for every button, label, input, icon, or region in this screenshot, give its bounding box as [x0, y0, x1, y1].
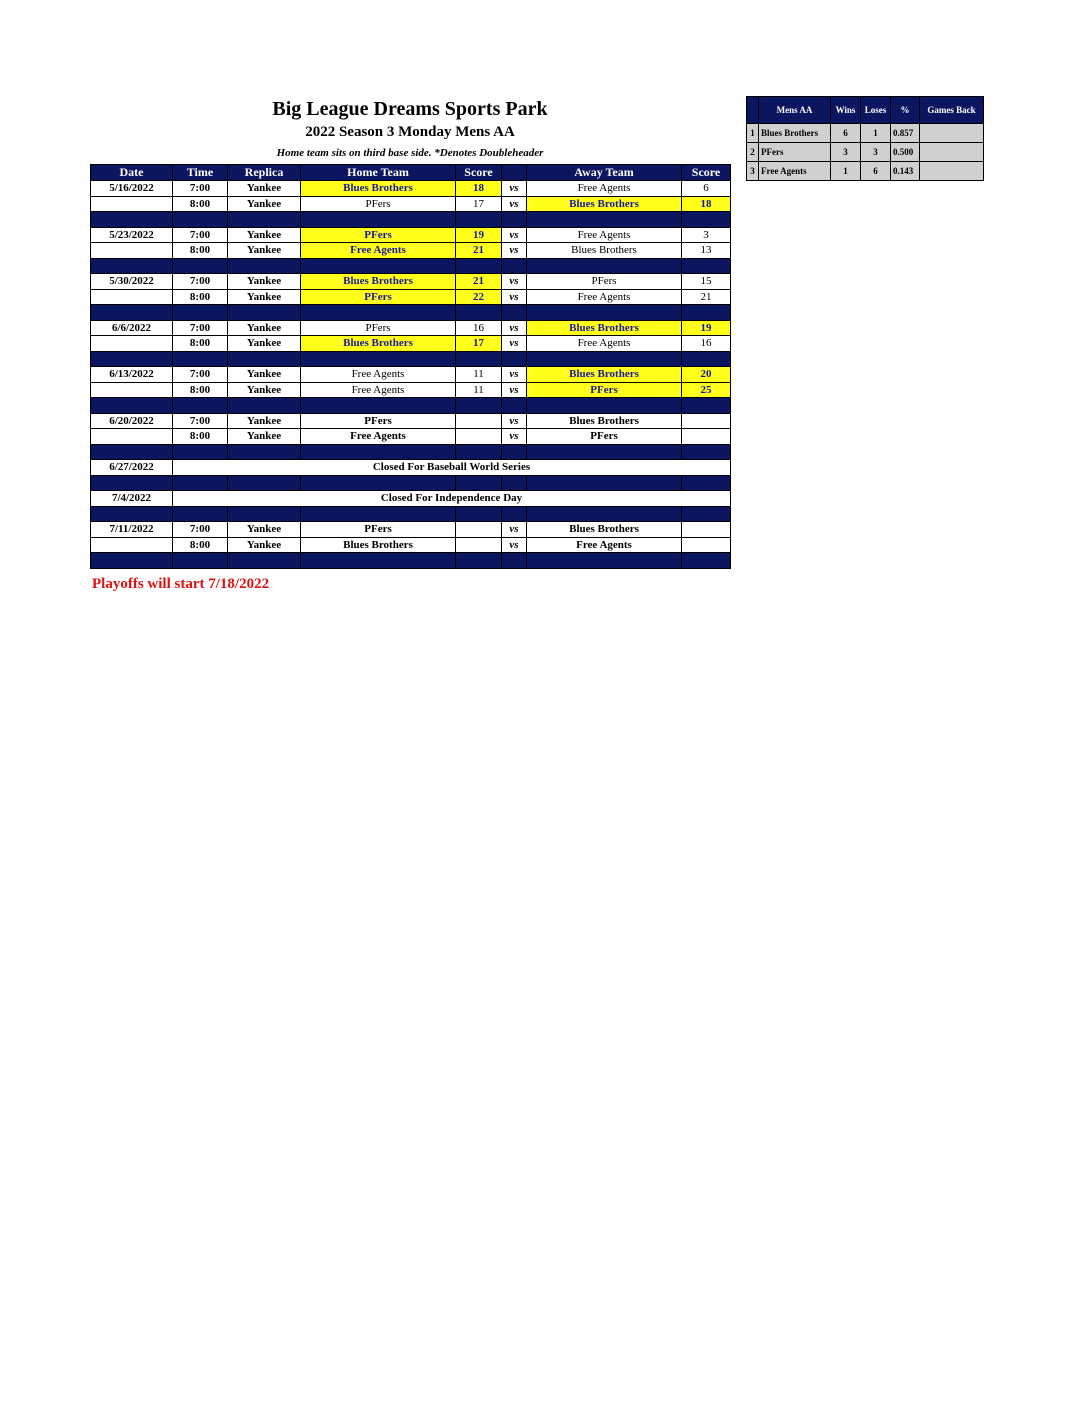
separator-cell	[228, 553, 301, 569]
col-vs	[502, 165, 527, 181]
home-team: PFers	[301, 289, 456, 305]
away-team: Free Agents	[527, 537, 682, 553]
col-away-team: Away Team	[527, 165, 682, 181]
game-row	[91, 413, 731, 429]
separator-cell	[173, 351, 228, 367]
game-date: 6/13/2022	[91, 367, 173, 383]
vs-label: vs	[502, 336, 527, 352]
away-score: 15	[682, 274, 731, 290]
home-team: PFers	[301, 413, 456, 429]
separator-cell	[682, 506, 731, 522]
away-score: 16	[682, 336, 731, 352]
vs-label: vs	[502, 320, 527, 336]
away-team: PFers	[527, 274, 682, 290]
team-games-back	[920, 143, 984, 162]
game-date	[91, 429, 173, 445]
team-name: Blues Brothers	[759, 124, 831, 143]
game-date	[91, 243, 173, 259]
standings-col-games-back: Games Back	[920, 97, 984, 124]
away-score: 6	[682, 181, 731, 197]
game-row	[91, 522, 731, 538]
standings-col-wins: Wins	[831, 97, 861, 124]
game-field: Yankee	[228, 382, 301, 398]
home-score: 21	[456, 243, 502, 259]
schedule-header-row	[91, 165, 731, 181]
game-row	[91, 320, 731, 336]
away-team: Blues Brothers	[527, 367, 682, 383]
separator-cell	[682, 258, 731, 274]
game-field: Yankee	[228, 320, 301, 336]
standings-col-pct: %	[891, 97, 920, 124]
separator-cell	[173, 444, 228, 460]
away-team: PFers	[527, 429, 682, 445]
vs-label: vs	[502, 274, 527, 290]
away-score: 3	[682, 227, 731, 243]
separator-cell	[456, 258, 502, 274]
game-field: Yankee	[228, 227, 301, 243]
game-field: Yankee	[228, 181, 301, 197]
separator-row	[91, 553, 731, 569]
game-field: Yankee	[228, 336, 301, 352]
separator-cell	[228, 212, 301, 228]
separator-row	[91, 351, 731, 367]
separator-cell	[682, 398, 731, 414]
game-date	[91, 537, 173, 553]
separator-cell	[301, 506, 456, 522]
page-subtitle: 2022 Season 3 Monday Mens AA	[305, 124, 515, 140]
separator-cell	[228, 351, 301, 367]
game-row	[91, 537, 731, 553]
home-team: Free Agents	[301, 367, 456, 383]
standings-col-rank	[747, 97, 759, 124]
closed-row	[91, 460, 731, 476]
separator-cell	[527, 351, 682, 367]
separator-cell	[682, 305, 731, 321]
separator-cell	[91, 506, 173, 522]
separator-row	[91, 212, 731, 228]
team-loses: 1	[861, 124, 891, 143]
home-team: Blues Brothers	[301, 274, 456, 290]
game-time: 7:00	[173, 320, 228, 336]
team-wins: 1	[831, 162, 861, 181]
game-date: 5/23/2022	[91, 227, 173, 243]
col-home-score: Score	[456, 165, 502, 181]
game-row	[91, 227, 731, 243]
away-team: Free Agents	[527, 336, 682, 352]
separator-row	[91, 475, 731, 491]
separator-cell	[173, 212, 228, 228]
vs-label: vs	[502, 382, 527, 398]
game-field: Yankee	[228, 196, 301, 212]
game-time: 8:00	[173, 429, 228, 445]
separator-cell	[527, 258, 682, 274]
game-time: 7:00	[173, 522, 228, 538]
away-team: Blues Brothers	[527, 522, 682, 538]
game-time: 8:00	[173, 289, 228, 305]
home-score: 19	[456, 227, 502, 243]
away-team: Blues Brothers	[527, 320, 682, 336]
game-time: 8:00	[173, 336, 228, 352]
team-pct: 0.143	[891, 162, 920, 181]
col-replica: Replica	[228, 165, 301, 181]
vs-label: vs	[502, 522, 527, 538]
home-team: Free Agents	[301, 429, 456, 445]
separator-cell	[173, 305, 228, 321]
separator-cell	[456, 351, 502, 367]
separator-cell	[91, 351, 173, 367]
separator-cell	[527, 212, 682, 228]
separator-cell	[682, 444, 731, 460]
game-row	[91, 382, 731, 398]
game-row	[91, 429, 731, 445]
away-score	[682, 429, 731, 445]
team-pct: 0.857	[891, 124, 920, 143]
schedule-note: Home team sits on third base side. *Denotes Doubleheader	[276, 147, 544, 159]
game-row	[91, 289, 731, 305]
away-score	[682, 537, 731, 553]
separator-cell	[456, 212, 502, 228]
separator-cell	[228, 258, 301, 274]
separator-row	[91, 398, 731, 414]
separator-cell	[228, 305, 301, 321]
home-score: 17	[456, 336, 502, 352]
home-score: 11	[456, 382, 502, 398]
game-field: Yankee	[228, 367, 301, 383]
separator-cell	[456, 506, 502, 522]
standings-row	[747, 124, 984, 143]
separator-cell	[456, 305, 502, 321]
separator-cell	[301, 553, 456, 569]
separator-cell	[173, 506, 228, 522]
vs-label: vs	[502, 243, 527, 259]
separator-row	[91, 444, 731, 460]
separator-cell	[502, 506, 527, 522]
vs-label: vs	[502, 196, 527, 212]
away-team: PFers	[527, 382, 682, 398]
page-title: Big League Dreams Sports Park	[272, 98, 548, 120]
separator-cell	[456, 475, 502, 491]
game-field: Yankee	[228, 289, 301, 305]
game-date: 5/30/2022	[91, 274, 173, 290]
vs-label: vs	[502, 429, 527, 445]
separator-cell	[502, 553, 527, 569]
away-team: Blues Brothers	[527, 196, 682, 212]
game-date: 5/16/2022	[91, 181, 173, 197]
vs-label: vs	[502, 367, 527, 383]
separator-cell	[527, 553, 682, 569]
game-date: 7/11/2022	[91, 522, 173, 538]
separator-row	[91, 305, 731, 321]
home-score	[456, 429, 502, 445]
away-team: Blues Brothers	[527, 243, 682, 259]
game-date	[91, 196, 173, 212]
separator-cell	[682, 351, 731, 367]
home-team: Free Agents	[301, 243, 456, 259]
separator-cell	[682, 212, 731, 228]
game-time: 7:00	[173, 274, 228, 290]
home-score: 21	[456, 274, 502, 290]
team-name: PFers	[759, 143, 831, 162]
team-name: Free Agents	[759, 162, 831, 181]
team-pct: 0.500	[891, 143, 920, 162]
standings-row	[747, 162, 984, 181]
standings-header-row	[747, 97, 984, 124]
separator-cell	[173, 553, 228, 569]
separator-cell	[301, 351, 456, 367]
vs-label: vs	[502, 413, 527, 429]
separator-cell	[682, 475, 731, 491]
team-rank: 1	[747, 124, 759, 143]
separator-cell	[91, 212, 173, 228]
home-score	[456, 522, 502, 538]
home-score: 18	[456, 181, 502, 197]
game-row	[91, 243, 731, 259]
away-score	[682, 522, 731, 538]
away-score	[682, 413, 731, 429]
separator-cell	[527, 305, 682, 321]
game-time: 8:00	[173, 243, 228, 259]
game-time: 7:00	[173, 367, 228, 383]
game-row	[91, 181, 731, 197]
home-score: 16	[456, 320, 502, 336]
standings-col-loses: Loses	[861, 97, 891, 124]
vs-label: vs	[502, 289, 527, 305]
vs-label: vs	[502, 537, 527, 553]
separator-cell	[301, 398, 456, 414]
game-row	[91, 367, 731, 383]
separator-cell	[527, 506, 682, 522]
separator-cell	[682, 553, 731, 569]
separator-cell	[502, 305, 527, 321]
game-field: Yankee	[228, 537, 301, 553]
standings-col-division: Mens AA	[759, 97, 831, 124]
away-team: Free Agents	[527, 289, 682, 305]
separator-cell	[228, 398, 301, 414]
home-score	[456, 413, 502, 429]
separator-cell	[173, 475, 228, 491]
separator-cell	[91, 305, 173, 321]
separator-cell	[301, 212, 456, 228]
home-team: Blues Brothers	[301, 181, 456, 197]
game-row	[91, 274, 731, 290]
separator-cell	[527, 475, 682, 491]
home-score: 22	[456, 289, 502, 305]
closed-row	[91, 491, 731, 507]
away-score: 13	[682, 243, 731, 259]
separator-cell	[91, 398, 173, 414]
game-time: 7:00	[173, 227, 228, 243]
game-time: 7:00	[173, 413, 228, 429]
away-team: Free Agents	[527, 181, 682, 197]
separator-cell	[91, 553, 173, 569]
separator-cell	[502, 398, 527, 414]
game-field: Yankee	[228, 243, 301, 259]
game-date: 7/4/2022	[91, 491, 173, 507]
home-team: Blues Brothers	[301, 537, 456, 553]
team-games-back	[920, 124, 984, 143]
playoffs-notice: Playoffs will start 7/18/2022	[92, 576, 270, 592]
separator-cell	[527, 398, 682, 414]
home-team: PFers	[301, 320, 456, 336]
home-score: 17	[456, 196, 502, 212]
separator-cell	[502, 475, 527, 491]
home-team: PFers	[301, 196, 456, 212]
team-loses: 6	[861, 162, 891, 181]
away-score: 21	[682, 289, 731, 305]
home-team: Blues Brothers	[301, 336, 456, 352]
team-wins: 3	[831, 143, 861, 162]
separator-cell	[502, 258, 527, 274]
game-time: 8:00	[173, 537, 228, 553]
separator-row	[91, 506, 731, 522]
game-date	[91, 336, 173, 352]
separator-cell	[301, 305, 456, 321]
separator-cell	[173, 398, 228, 414]
away-score: 18	[682, 196, 731, 212]
team-loses: 3	[861, 143, 891, 162]
standings-row	[747, 143, 984, 162]
schedule-body	[91, 181, 731, 569]
away-team: Blues Brothers	[527, 413, 682, 429]
home-score: 11	[456, 367, 502, 383]
separator-cell	[301, 475, 456, 491]
separator-cell	[91, 475, 173, 491]
col-time: Time	[173, 165, 228, 181]
separator-cell	[456, 398, 502, 414]
col-home-team: Home Team	[301, 165, 456, 181]
separator-cell	[502, 212, 527, 228]
game-date	[91, 289, 173, 305]
closed-notice: Closed For Independence Day	[173, 491, 731, 507]
vs-label: vs	[502, 181, 527, 197]
separator-cell	[456, 553, 502, 569]
vs-label: vs	[502, 227, 527, 243]
game-field: Yankee	[228, 429, 301, 445]
game-date: 6/6/2022	[91, 320, 173, 336]
away-score: 20	[682, 367, 731, 383]
separator-row	[91, 258, 731, 274]
game-row	[91, 196, 731, 212]
game-time: 7:00	[173, 181, 228, 197]
separator-cell	[91, 444, 173, 460]
team-rank: 2	[747, 143, 759, 162]
home-team: PFers	[301, 522, 456, 538]
away-score: 19	[682, 320, 731, 336]
col-away-score: Score	[682, 165, 731, 181]
separator-cell	[301, 258, 456, 274]
separator-cell	[228, 506, 301, 522]
separator-cell	[228, 444, 301, 460]
away-team: Free Agents	[527, 227, 682, 243]
separator-cell	[502, 444, 527, 460]
standings-body	[747, 124, 984, 181]
game-field: Yankee	[228, 522, 301, 538]
separator-cell	[91, 258, 173, 274]
game-row	[91, 336, 731, 352]
game-date	[91, 382, 173, 398]
closed-notice: Closed For Baseball World Series	[173, 460, 731, 476]
schedule-table	[90, 164, 731, 569]
team-wins: 6	[831, 124, 861, 143]
team-rank: 3	[747, 162, 759, 181]
separator-cell	[173, 258, 228, 274]
game-field: Yankee	[228, 274, 301, 290]
separator-cell	[301, 444, 456, 460]
game-date: 6/27/2022	[91, 460, 173, 476]
away-score: 25	[682, 382, 731, 398]
standings-table	[746, 96, 984, 181]
separator-cell	[228, 475, 301, 491]
home-score	[456, 537, 502, 553]
separator-cell	[502, 351, 527, 367]
game-field: Yankee	[228, 413, 301, 429]
team-games-back	[920, 162, 984, 181]
game-date: 6/20/2022	[91, 413, 173, 429]
separator-cell	[456, 444, 502, 460]
separator-cell	[527, 444, 682, 460]
home-team: PFers	[301, 227, 456, 243]
game-time: 8:00	[173, 382, 228, 398]
home-team: Free Agents	[301, 382, 456, 398]
col-date: Date	[91, 165, 173, 181]
game-time: 8:00	[173, 196, 228, 212]
